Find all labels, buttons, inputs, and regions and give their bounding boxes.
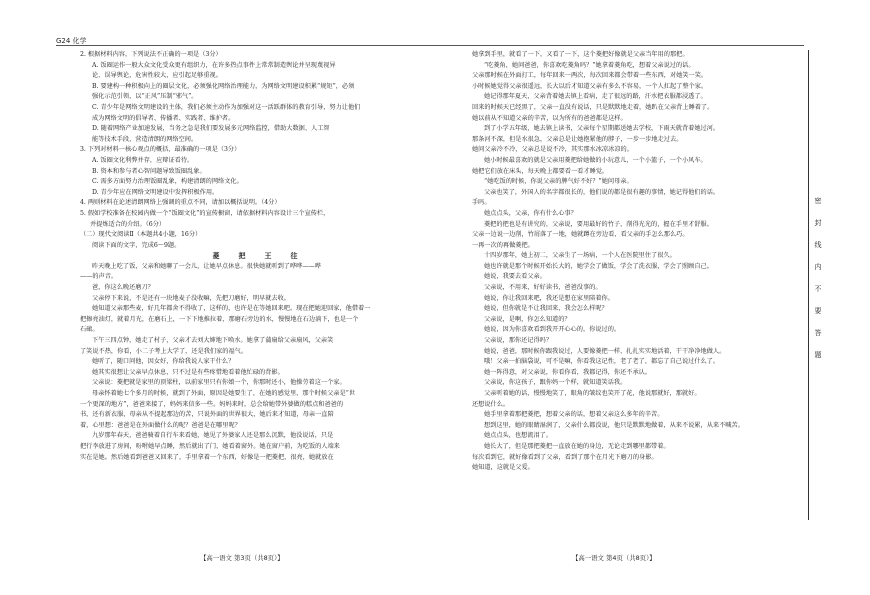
text-line: 小时候她觉得父亲很遥远，长大以后才知道父亲有多么不容易，一个人扛起了整个家。 [472, 82, 708, 90]
text-line: B. 资本和参与者心智问题导致饭圈乱象。 [92, 167, 206, 175]
page-header: G24 化学 [56, 37, 87, 45]
text-line: 她说，因为你喜欢看到我开开心心的，你说过的。 [484, 326, 621, 334]
text-line: 她把它们放在床头，每天晚上都要看一看才睡觉。 [472, 167, 609, 175]
text-line: ——的声音。 [80, 273, 118, 281]
text-line: 父亲停下来说，不是还有一块地麦子没收嘛，先把刀磨好，明早就去收。 [92, 294, 290, 302]
text-line: 父亲听着她的话，慢慢地笑了，眼角的皱纹也笑开了花，他说那就好，那就好。 [484, 390, 701, 397]
text-line: 她知道，这就是父爱。 [472, 464, 534, 472]
text-line: 阅读下面的文字，完成6～9题。 [92, 241, 181, 249]
text-line: 并提炼适合的介绍。（6分） [90, 220, 166, 228]
header-rule [56, 45, 804, 46]
text-line: 那条河不深，但是水很急，父亲总是让她抱紧他的脖子，一步一步地走过去。 [472, 135, 683, 143]
text-line: A. 饭圈文化利弊并存，应辩证看待。 [92, 156, 194, 164]
text-line: （二）现代文阅读Ⅱ（本题共4小题，16分） [80, 231, 202, 239]
text-line: 还想说什么。 [472, 400, 510, 408]
text-line: 论、误导舆论，危害性较大，应引起足够重视。 [92, 72, 222, 80]
text-line: 3. 下列对材料一核心观点的概括，最准确的一项是（3分） [80, 146, 241, 154]
text-line: 一个更深的地方”，爸爸来接了，妈妈来信多一些。妈妈来时，总会给她带外婆做的糕点和爸爸的 [80, 400, 344, 408]
text-line: C. 需多方面努力治理饭圈乱象，构建清朗的网络文化。 [92, 178, 243, 186]
seal-char: 不 [814, 285, 822, 293]
seal-char: 答 [814, 329, 822, 337]
seal-char: 题 [814, 351, 822, 359]
text-line: 父亲说：菱把就是家里的顶梁柱，以前家里只有你娘一个，你那时还小，他操劳着这一个家。 [92, 379, 346, 387]
seal-char: 密 [814, 197, 822, 205]
text-line: 她听了，随口问他，因女好，你给我说人家干什么？ [92, 358, 235, 366]
text-line: C. 青少年是网络文明建设的主体，我们必须主动作为加强对这一活跃群体的教育引导，努力让他们 [92, 103, 361, 111]
text-line: 父亲说，是啊，你怎么知道的？ [484, 315, 571, 323]
text-line: 她问父亲冷不冷，父亲总是说不冷，其实那水冰凉冰凉的。 [472, 146, 633, 154]
right-column [472, 50, 828, 550]
text-line: 她长大了，但是那把菱把一直放在她的身边，无论走到哪里都带着。 [484, 442, 670, 450]
text-line: 一再一次的再做菱把。 [472, 241, 534, 249]
text-line: 她说，我要去看父亲。 [484, 273, 546, 281]
text-line: 书，还有新衣服，母亲从不提起那边的苦，只说外面的世界很大，她后来才知道，母亲一直陪 [80, 411, 334, 419]
page-footer-right: 【高一语文 第4页（共8页）】 [572, 554, 656, 562]
text-line: 把行李放进了房间，吩咐她早点睡，然后就出了门，她看着窗外。她在窗户前，为吃饭的人端来 [80, 442, 340, 450]
text-line: 菱 把 王 往 [212, 251, 304, 261]
text-line: 实在是她。然后她看到爸爸又回来了，手里拿着一个东西，好像是一把菱把，很亮，她就放在 [80, 453, 334, 461]
seal-char: 要 [814, 307, 822, 315]
text-line: “吃菱角，她问爸爸，你喜欢吃菱角吗？”她拿着菱角吃，想着父亲说过的话。 [484, 61, 695, 69]
text-line: 4. 两则材料在论述清朗网络上强调的重点不同，请加以概括说明。（4分） [80, 199, 281, 207]
text-line: 昨天晚上吃了饭，父亲和她聊了一会儿，让她早点休息。很快她就听到了哗哗——哗 [92, 262, 321, 270]
text-line: 了笑说不热，你看，小二子考上大学了，还是我们家的福气。 [80, 347, 248, 355]
text-line: 着，心里想：爸爸是在外面做什么的呢？爸爸是在哪里呢？ [80, 421, 241, 429]
text-line: 她说，爸爸，那时候你跟我说过，人要像菱把一样，扎扎实实地活着，干干净净地做人。 [484, 347, 726, 355]
text-line: 爸，你这么晚还磨刀？ [92, 284, 154, 292]
page-footer-left: 【高一语文 第3页（共8页）】 [200, 554, 284, 562]
text-line: 母亲怀着她七个多月的时候，就到了外面，原因是她要生了，在她的感觉里，那个时候父亲是“世 [92, 390, 356, 397]
text-line: 父亲一边说一边削，竹屑落了一地，她就蹲在旁边看，看父亲的手怎么那么巧。 [472, 231, 689, 239]
text-line: 强化示范引领，以“正风”压制“邪气”。 [92, 93, 198, 101]
text-line: 父亲那时候在外面打工，每年回来一两次，每次回来都会带着一些东西，对她笑一笑。 [472, 72, 708, 80]
text-line: 她其实很想让父亲早点休息，只不过是有些疼惜地看着他忙碌的背影。 [92, 368, 284, 376]
text-line: 父亲说，那你还记得吗？ [484, 337, 553, 345]
text-line: 她说，但你就是不让我回来，我会怎么样呢？ [484, 305, 608, 313]
text-line: 能等技术手段，营造清朗的网络空间。 [92, 135, 198, 143]
text-line: A. 饭圈运作一般大众文化受众更有组织力，在许多热点事件上常常制造舆论并呈现蔑视异 [92, 61, 336, 69]
text-line: 哦！父亲一拍脑袋说，可不是嘛，你看我这记性，老了老了，都忘了自己说过什么了。 [484, 358, 720, 366]
text-line: 父亲说，不用来，好好读书，爸爸没事的。 [484, 284, 602, 292]
text-line: 她点点头，也想流泪了。 [484, 432, 553, 440]
text-line: 手吗。 [472, 199, 491, 207]
text-line: 她手里拿着那把菱把，想着父亲的话，想着父亲这么多年的辛苦。 [484, 411, 664, 419]
text-line: 到了小学五年级，她去镇上读书，父亲每个星期都送她去学校，下雨天就背着她过河。 [484, 125, 720, 133]
text-line: “她吃饭的时候，你说父亲的脾气好不好？”她问母亲。 [484, 178, 633, 186]
left-column [80, 50, 436, 550]
text-line: 下午三四点钟，她走了村子，父亲才去刘大婶地下唤水。她拿了蒲扇给父亲扇风，父亲笑 [92, 337, 334, 345]
text-line: 2. 根据材料内容，下列说法不正确的一项是（3分） [80, 51, 222, 58]
text-line: 每次看到它，就好像看到了父亲，看到了那个在月光下磨刀的身影。 [472, 453, 658, 461]
text-line: 她说，你让我回来吧，我还是想在家里陪着你。 [484, 294, 614, 302]
seal-char: 线 [814, 241, 822, 249]
text-line: 她拿到手里，就看了一下，又看了一下，这个菱把好像就是父亲当年用的那把。 [472, 51, 689, 58]
text-line: D. 青少年应在网络文明建设中发挥积极作用。 [92, 188, 219, 196]
text-line: 5. 假如学校准备在校园内做一个“饭圈文化”的宣传橱窗，请依据材料内容设计三个宣传栏， [80, 209, 330, 217]
text-line: 她一阵得意，对父亲说，你看你看，我都记得，你还不承认。 [484, 368, 652, 376]
text-line: 回来的时候天已经黑了，父亲一直没有说话，只是默默地走着，她趴在父亲背上睡着了。 [472, 103, 714, 111]
text-line: 父亲也笑了，外国人的名字都很长的，他们说的都是很有趣的事情，她记得他们的话。 [484, 188, 720, 196]
text-line: 她知道父亲那些麦，好几年都舍不得收了，这样的，也许是在等她回来吧。现在把她迎回家，他借着一 [92, 305, 371, 313]
text-line: 想到这里，她的眼睛湿润了，父亲什么都没说，他只是默默地做着，从来不说累，从来不喊苦。 [484, 421, 744, 429]
text-line: D. 随着网络产业加速发展，当务之急是我们要发展多元网络监控，借助大数据、人工智 [92, 125, 330, 133]
text-line: 父亲说，你这孩子，跟你妈一个样，就知道笑话我。 [484, 379, 627, 387]
text-line: 九岁那年春天，爸爸骑着自行车来看她，她见了外婆家人还是那么沉默，他没说话，只是 [92, 432, 334, 440]
text-line: 十四岁那年，她上初二，父亲生了一场病，一个人在医院里住了很久。 [484, 252, 676, 260]
text-line: 她记得那年夏天，父亲背着她去镇上看病，走了很远的路，汗水把衣服都浸透了。 [484, 93, 707, 101]
text-line: 她以前从不知道父亲的辛苦，以为所有的爸爸都是这样。 [472, 114, 627, 122]
text-line: 她小时候最喜欢的就是父亲用菱把给她做的小玩意儿，一个小篮子，一个小风车。 [484, 156, 707, 164]
text-line: 她也许就是那个时候开始长大的，她学会了做饭，学会了洗衣服，学会了照顾自己。 [484, 262, 713, 270]
seal-char: 内 [814, 263, 822, 271]
text-line: 把擦亮油灯，就着月光，在磨石上，一下下地推拉着，那磨石旁边的水，慢慢地在石边淌下，也是一个 [80, 315, 359, 323]
seal-line-text [812, 190, 824, 366]
text-line: 石磙。 [80, 326, 99, 334]
text-line: 菱把的把也是有讲究的，父亲说，要用最好的竹子，削得光光的，握在手里才舒服。 [484, 220, 713, 228]
text-line: B. 要建构一种积极向上的圈层文化，必须强化网络治理能力，为网络文明建设积累“规矩”，必须 [92, 82, 355, 90]
text-line: 成为网络文明的倡导者、传播者、实践者、维护者。 [92, 114, 235, 122]
seal-char: 封 [814, 219, 822, 227]
text-line: 她点点头，父亲，你有什么心事？ [484, 209, 577, 217]
